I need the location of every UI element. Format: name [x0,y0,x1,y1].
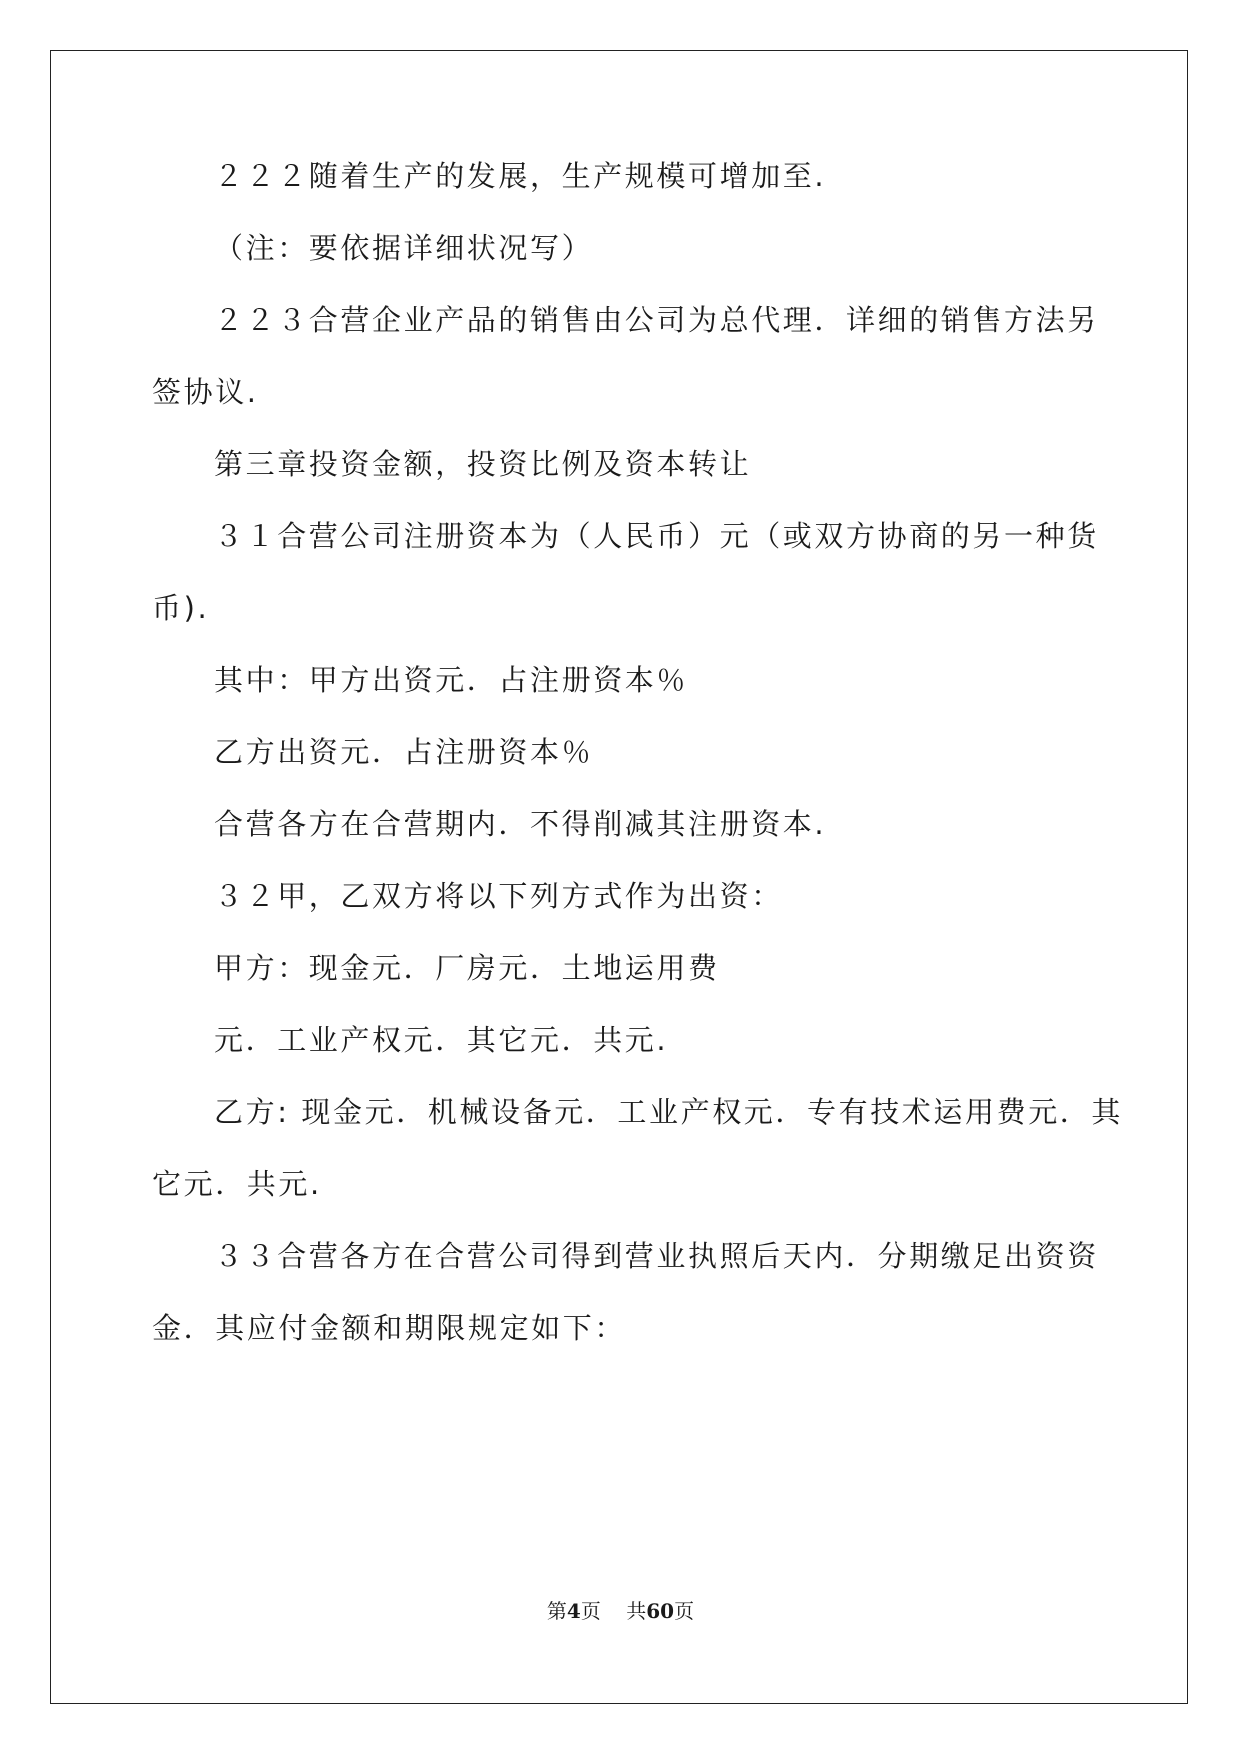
paragraph-line: 金．其应付金额和期限规定如下： [152,1311,627,1345]
page-border [50,50,1188,1704]
paragraph-line: 乙方出资元．占注册资本％ [214,735,594,769]
page-footer [0,1598,1241,1624]
footer-prefix: 第 [546,1599,567,1623]
chapter-heading: 第三章投资金额，投资比例及资本转让 [214,447,752,481]
paragraph-line: 合营各方在合营期内．不得削减其注册资本. [214,807,827,841]
paragraph-line: 签协议. [152,375,259,409]
current-page-number: 4 [566,1599,581,1623]
paragraph-line: （注：要依据详细状况写） [214,231,594,265]
paragraph-line: ３２甲，乙双方将以下列方式作为出资： [214,879,783,913]
paragraph-line: 它元．共元. [152,1167,322,1201]
paragraph-line: 币). [152,591,210,625]
paragraph-line: ２２２随着生产的发展，生产规模可增加至. [214,159,827,193]
paragraph-line: 其中：甲方出资元．占注册资本％ [214,663,689,697]
footer-total-prefix: 共 [626,1599,647,1623]
paragraph-line: ２２３合营企业产品的销售由公司为总代理．详细的销售方法另 [214,303,1099,337]
total-pages-number: 60 [646,1599,675,1623]
paragraph-line: 元．工业产权元．其它元．共元. [214,1023,669,1057]
paragraph-line: 乙方: 现金元．机械设备元．工业产权元．专有技术运用费元．其 [214,1095,1123,1129]
footer-total-suffix: 页 [674,1599,695,1623]
paragraph-line: ３３合营各方在合营公司得到营业执照后天内．分期缴足出资资 [214,1239,1099,1273]
paragraph-line: ３１合营公司注册资本为（人民币）元（或双方协商的另一种货 [214,519,1099,553]
footer-page-suffix: 页 [580,1599,601,1623]
paragraph-line: 甲方：现金元．厂房元．土地运用费 [214,951,720,985]
